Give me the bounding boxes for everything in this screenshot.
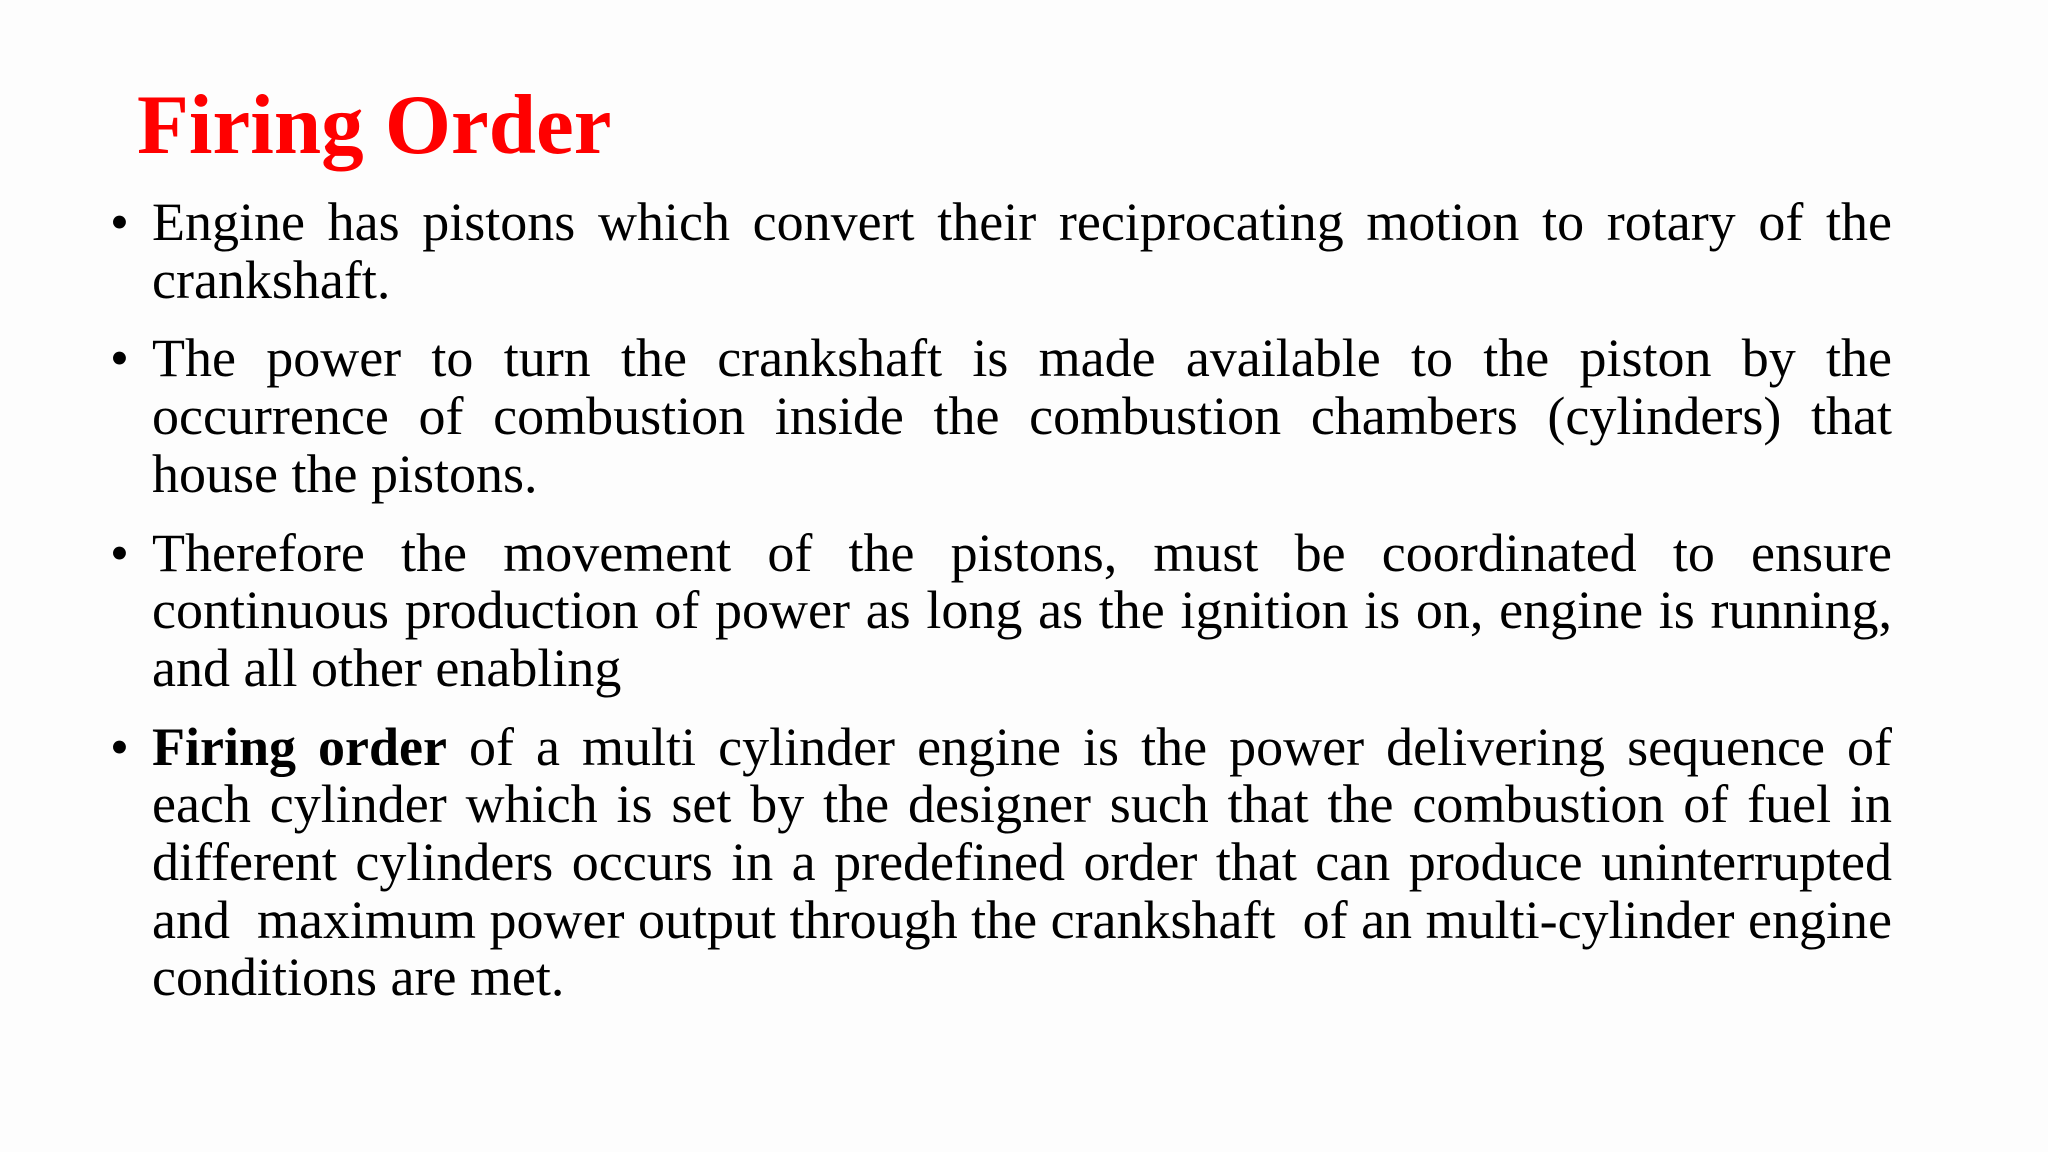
bullet-dot-icon: • (110, 328, 129, 389)
bullet-text: of a multi cylinder engine is the power delivering sequence of each cylinder which is set by the designer such that the combustion of fuel in different cylinders occurs in a predefined order that can produce uninterrupted and maximum power output through the crankshaft of an multi-cylinder engine conditions are met. (152, 716, 1906, 1008)
bullet-text: The power to turn the crankshaft is made available to the piston by the occurrence of combustion inside the combustion chambers (cylinders) that house the pistons. (152, 328, 1892, 504)
bullet-bold-lead: Firing order (152, 716, 447, 777)
bullet-dot-icon: • (110, 192, 129, 252)
bullet-text: Therefore the movement of the pistons, must be coordinated to ensure continuous production of power as long as the ignition is on, engine is running, and all other enabling (152, 522, 1892, 698)
bullet-item (108, 522, 1892, 698)
bullet-dot-icon: • (110, 716, 129, 777)
bullet-list (108, 192, 1906, 1028)
bullet-item (108, 330, 1892, 503)
slide-title: Firing Order (137, 78, 612, 172)
bullet-text: Engine has pistons which convert their reciprocating motion to rotary of the crankshaft. (152, 192, 1892, 310)
bullet-dot-icon: • (110, 522, 129, 583)
bullet-item (108, 194, 1892, 309)
bullet-item (108, 716, 1906, 1008)
